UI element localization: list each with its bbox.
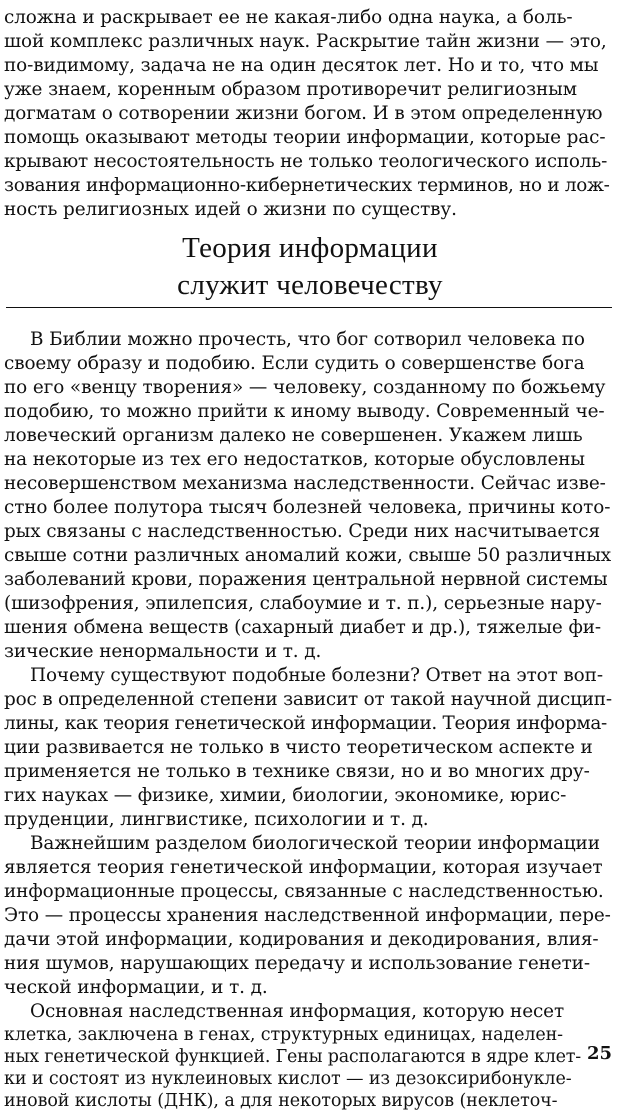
- text-line: по его «венцу творения» — человеку, созданному по божьему: [4, 377, 606, 398]
- text-line: зические ненормальности и т. д.: [4, 641, 322, 662]
- text-line: клетка, заключена в генах, структурных единицах, наделен-: [4, 1025, 563, 1045]
- paragraph-genetic-information: [4, 832, 612, 1000]
- text-line: сложна и раскрывает ее не какая-либо одна наука, а боль-: [4, 7, 573, 28]
- text-line: на некоторые из тех его недостатков, которые обусловлены: [4, 449, 585, 470]
- paragraph-hereditary-information: [4, 1000, 612, 1112]
- text-line: шения обмена веществ (сахарный диабет и др.), тяжелые фи-: [4, 617, 602, 638]
- text-line: заболеваний крови, поражения центральной нервной системы: [4, 569, 608, 590]
- text-line: ки и состоят из нуклеиновых кислот — из дезоксирибонукле-: [4, 1069, 572, 1089]
- text-line: рых связаны с наследственностью. Среди них насчитывается: [4, 521, 600, 542]
- text-line: является теория генетической информации, которая изучает: [4, 857, 603, 878]
- text-line: шой комплекс различных наук. Раскрытие тайн жизни — это,: [4, 31, 607, 52]
- text-line: ческой информации, и т. д.: [4, 977, 268, 998]
- text-line: Важнейшим разделом биологической теории информации: [30, 833, 600, 854]
- section-divider: [6, 307, 612, 308]
- text-line: лины, как теория генетической информации. Теория информа-: [4, 713, 607, 734]
- intro-paragraph: [4, 6, 612, 222]
- text-line: стно более полутора тысяч болезней человека, причины кото-: [4, 497, 611, 518]
- text-line: ловеческий организм далеко не совершенен. Укажем лишь: [4, 425, 583, 446]
- text-line: несовершенством механизма наследственности. Сейчас изве-: [4, 473, 606, 494]
- text-line: Это — процессы хранения наследственной информации, пере-: [4, 905, 611, 926]
- text-line: пруденции, лингвистике, психологии и т. д.: [4, 809, 429, 830]
- text-line: догматам о сотворении жизни богом. И в этом определенную: [4, 103, 603, 124]
- text-line: рос в определенной степени зависит от такой научной дисцип-: [4, 689, 612, 710]
- text-line: свыше сотни различных аномалий кожи, свыше 50 различных: [4, 545, 612, 566]
- text-line: ных генетической функцией. Гены располагаются в ядре клет-: [4, 1047, 581, 1067]
- page-number: 25: [586, 1043, 612, 1064]
- text-line: Почему существуют подобные болезни? Ответ на этот воп-: [30, 665, 603, 686]
- text-line: иновой кислоты (ДНК), а для некоторых вирусов (неклеточ-: [4, 1091, 558, 1111]
- text-line: информационные процессы, связанные с наследственностью.: [4, 881, 604, 902]
- text-line: дачи этой информации, кодирования и декодирования, влия-: [4, 929, 599, 950]
- paragraph-bible: [4, 328, 612, 664]
- paragraph-why-diseases: [4, 664, 612, 832]
- text-line: своему образу и подобию. Если судить о совершенстве бога: [4, 353, 585, 374]
- text-line: (шизофрения, эпилепсия, слабоумие и т. п.), серьезные нару-: [4, 593, 602, 614]
- text-line: В Библии можно прочесть, что бог сотворил человека по: [30, 329, 585, 350]
- text-line: Основная наследственная информация, которую несет: [30, 1001, 565, 1022]
- text-line: крывают несостоятельность не только теологического исполь-: [4, 151, 608, 172]
- section-heading-line-1: Теория информации: [182, 232, 438, 264]
- text-line: ность религиозных идей о жизни по существу.: [4, 199, 457, 220]
- text-line: ции развивается не только в чисто теоретическом аспекте и: [4, 737, 593, 758]
- text-line: уже знаем, коренным образом противоречит религиозным: [4, 79, 577, 100]
- text-line: применяется не только в технике связи, но и во многих дру-: [4, 761, 590, 782]
- text-line: гих науках — физике, химии, биологии, экономике, юрис-: [4, 785, 567, 806]
- text-line: по-видимому, задача не на один десяток лет. Но и то, что мы: [4, 55, 599, 76]
- section-heading-line-2: служит человечеству: [177, 269, 443, 301]
- text-line: ния шумов, нарушающих передачу и использование генети-: [4, 953, 590, 974]
- text-line: зования информационно-кибернетических терминов, но и лож-: [4, 175, 610, 196]
- text-line: подобию, то можно прийти к иному выводу. Современный че-: [4, 401, 605, 422]
- text-line: помощь оказывают методы теории информации, которые рас-: [4, 127, 606, 148]
